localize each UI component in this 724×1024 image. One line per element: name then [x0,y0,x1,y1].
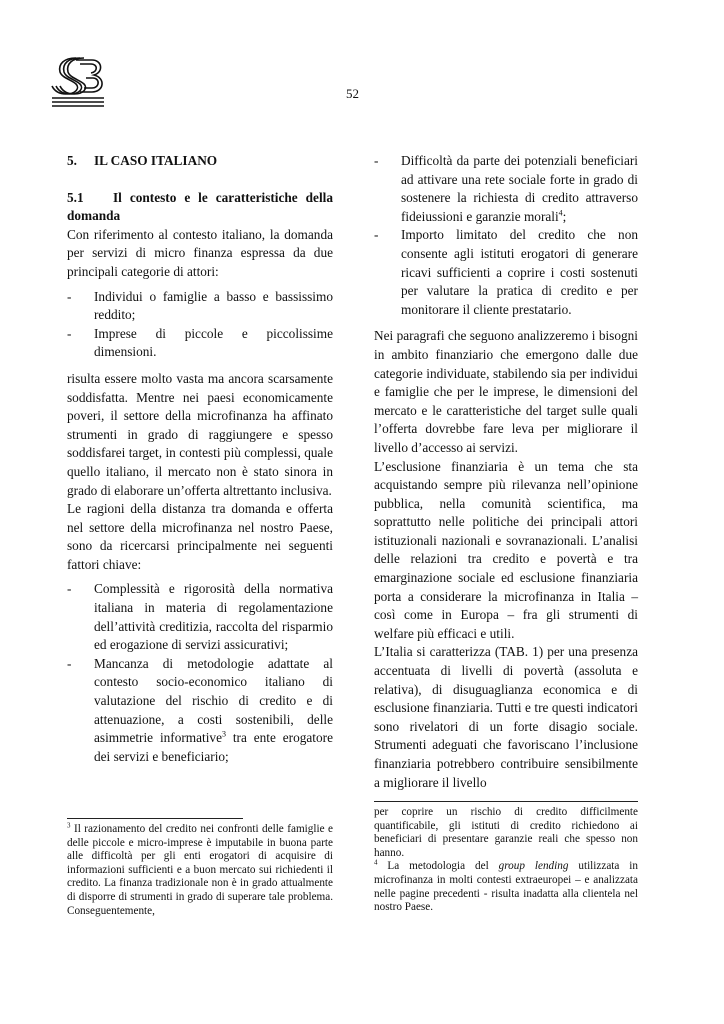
footnote-ref[interactable]: 3 [221,729,226,739]
list-item: - Importo limitato del credito che non consente agli istituti erogatori di generare ricavi sufficienti a coprire i costi sostenuti per valutare la pratica di credito e per monitorare il cliente prestatario. [374,227,638,317]
footnotes-left [67,823,333,918]
factor-list-continued [374,152,638,319]
paragraph: L’Italia si caratterizza (TAB. 1) per una presenza accentuata di livelli di povertà (assoluta e relativa), di disuguaglianza economica e di esclusione finanziaria. Tutti e tre questi indicatori sono rivelatori di un forte disagio sociale. Strumenti adeguati che favoriscano l’inclusione finanziaria potrebbero contribuire sensibilmente a migliorare il livello [374,644,638,790]
footnote-divider [67,818,243,819]
footnote-ref[interactable]: 4 [558,208,563,218]
dash-bullet: - [67,581,72,597]
section-number: 5. [67,153,77,168]
footnote-4: $^4$ La metodologia del group lending utilizzata in microfinanza in molti contesti extraeuropei – e analizzata nelle pagine precedenti - risulta inadatta alla clientela nel nostro Paese. [374,858,638,914]
paragraph: Nei paragrafi che seguono analizzeremo i bisogni in ambito finanziario che emergono dalle due categorie individuate, stabilendo sia per individui e famiglie che per le imprese, le dimensioni del mercato e le caratteristiche del target sulle quali l’offerta dovrebbe fare leva per migliorare il livello d’accesso ai servizi. [374,328,638,455]
footnote-divider [374,801,638,802]
dash-bullet: - [374,153,379,168]
sb-logo [46,54,110,112]
paragraph: Con riferimento al contesto italiano, la domanda per servizi di micro finanza espressa da due principali categorie di attori: [67,226,333,279]
footnote-3-continued: per coprire un rischio di credito difficilmente quantificabile, gli istituti di credito richiedono ai beneficiari di presentare garanzie reali che spesso non hanno. [374,806,638,859]
paragraph: L’esclusione finanziaria è un tema che sta acquistando sempre più rilevanza nell’opinione pubblica, nella comunità scientifica, ma soprattutto nelle politiche dei principali attori istituzionali nazionali e sovranazionali. L’analisi delle relazioni tra credito e povertà e tra emarginazione sociale ed esclusione finanziaria porta a considerare la microfinanza in Italia – così come in Europa – fra gli strumenti di welfare più efficaci e utili. [374,458,638,641]
footnotes-right [374,806,638,915]
list-item: - Imprese di piccole e piccolissime dimensioni. [67,325,333,360]
paragraph: risulta essere molto vasta ma ancora scarsamente soddisfatta. Mentre nei paesi economicamente poveri, il settore della microfinanza ha affinato strumenti in grado di raggiungere e spesso soddisfarei target, in contesti più complessi, quale quello italiano, il mercato non è stato sinora in grado di elaborare un’offerta altrettanto inclusiva. [67,370,333,498]
actor-list [67,288,333,362]
subsection-heading [67,189,333,226]
dash-bullet: - [374,227,379,243]
list-item: - Difficoltà da parte dei potenziali beneficiari ad attivare una rete sociale forte in grado di sostenere la richiesta di credito attraverso fideiussioni e garanzie morali$^4$; [374,153,638,224]
subsection-number: 5.1 [67,189,84,205]
footnote-number: 4 [374,858,378,867]
list-item: - Individui o famiglie a basso e bassissimo reddito; [67,288,333,323]
footnote-number: 3 [67,821,71,830]
page-number: 52 [346,86,359,101]
factor-list [67,580,333,766]
right-column [374,152,638,792]
left-column [67,152,333,774]
dash-bullet: - [67,655,72,671]
logo-text: SB [46,54,48,55]
section-heading [67,152,333,171]
footnote-3: $^3$ Il razionamento del credito nei confronti delle famiglie e delle piccole e micro-imprese è imputabile in buona parte alle difficoltà per gli enti erogatori di acquisire di informazioni sufficienti e a buon mercato sui richiedenti il credito. La finanza tradizionale non è in grado attualmente di disporre di strumenti in grado di superare tale problema. Conseguentemente, [67,821,333,917]
dash-bullet: - [67,325,72,341]
subsection-title: Il contesto e le caratteristiche della domanda [67,189,333,224]
section-title: IL CASO ITALIANO [94,153,218,168]
list-item: - Mancanza di metodologie adattate al contesto socio-economico italiano di valutazione del rischio di credito e di attenuazione, a costi sostenibili, delle asimmetrie informative$^3$ tra ente erogatore dei servizi e beneficiario; [67,655,333,764]
dash-bullet: - [67,288,72,304]
list-item: - Complessità e rigorosità della normativa italiana in materia di regolamentazione dell’attività creditizia, raccolta del risparmio ed erogazione di servizi assicurativi; [67,581,333,653]
paragraph: Le ragioni della distanza tra domanda e offerta nel settore della microfinanza nel nostro Paese, sono da ricercarsi principalmente nei seguenti fattori chiave: [67,501,333,572]
